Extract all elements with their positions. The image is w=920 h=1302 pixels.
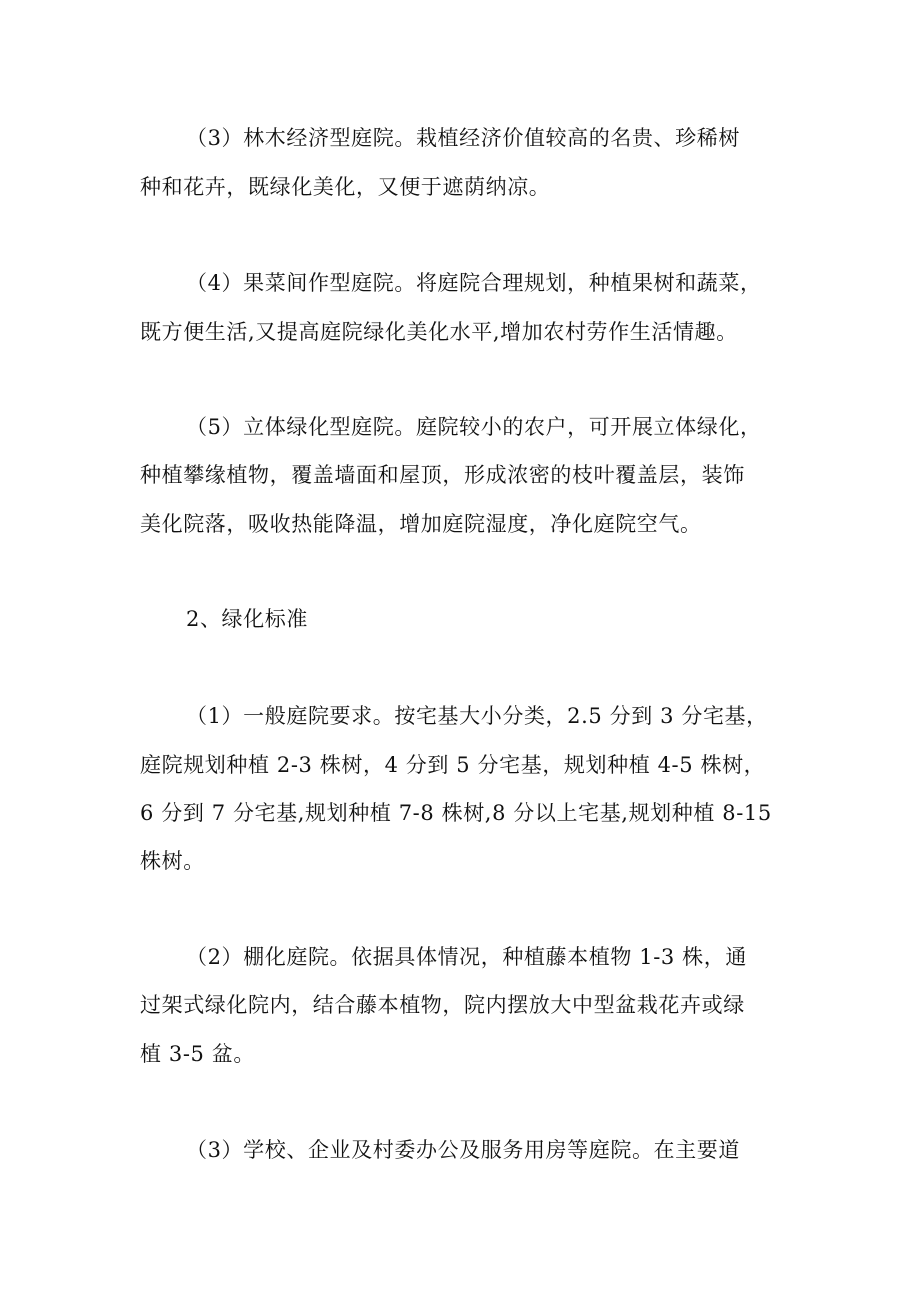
text-line: 6 分到 7 分宅基,规划种植 7-8 株树,8 分以上宅基,规划种植 8-15 (140, 801, 772, 825)
text-line: （4）果菜间作型庭院。将庭院合理规划，种植果树和蔬菜， (186, 271, 762, 295)
text-line: 庭院规划种植 2-3 株树，4 分到 5 分宅基，规划种植 4-5 株树， (140, 753, 766, 777)
text-line: 株树。 (140, 849, 205, 873)
text-line: （2）棚化庭院。依据具体情况，种植藤本植物 1-3 株，通 (186, 945, 747, 969)
text-line: 种植攀缘植物，覆盖墙面和屋顶，形成浓密的枝叶覆盖层，装饰 (140, 463, 745, 487)
text-line: 既方便生活,又提高庭院绿化美化水平,增加农村劳作生活情趣。 (140, 320, 738, 344)
text-line: 种和花卉，既绿化美化，又便于遮荫纳凉。 (140, 175, 551, 199)
text-line: 过架式绿化院内，结合藤本植物，院内摆放大中型盆栽花卉或绿 (140, 993, 745, 1017)
text-line: （3）林木经济型庭院。栽植经济价值较高的名贵、珍稀树 (186, 126, 740, 150)
text-line: 美化院落，吸收热能降温，增加庭院湿度，净化庭院空气。 (140, 512, 702, 536)
text-line: （5）立体绿化型庭院。庭院较小的农户，可开展立体绿化， (186, 415, 762, 439)
text-line: （1）一般庭院要求。按宅基大小分类，2.5 分到 3 分宅基， (186, 704, 768, 728)
text-line: 植 3-5 盆。 (140, 1042, 255, 1066)
heading-text: 2、绿化标准 (186, 607, 308, 631)
text-line: （3）学校、企业及村委办公及服务用房等庭院。在主要道 (186, 1138, 740, 1162)
